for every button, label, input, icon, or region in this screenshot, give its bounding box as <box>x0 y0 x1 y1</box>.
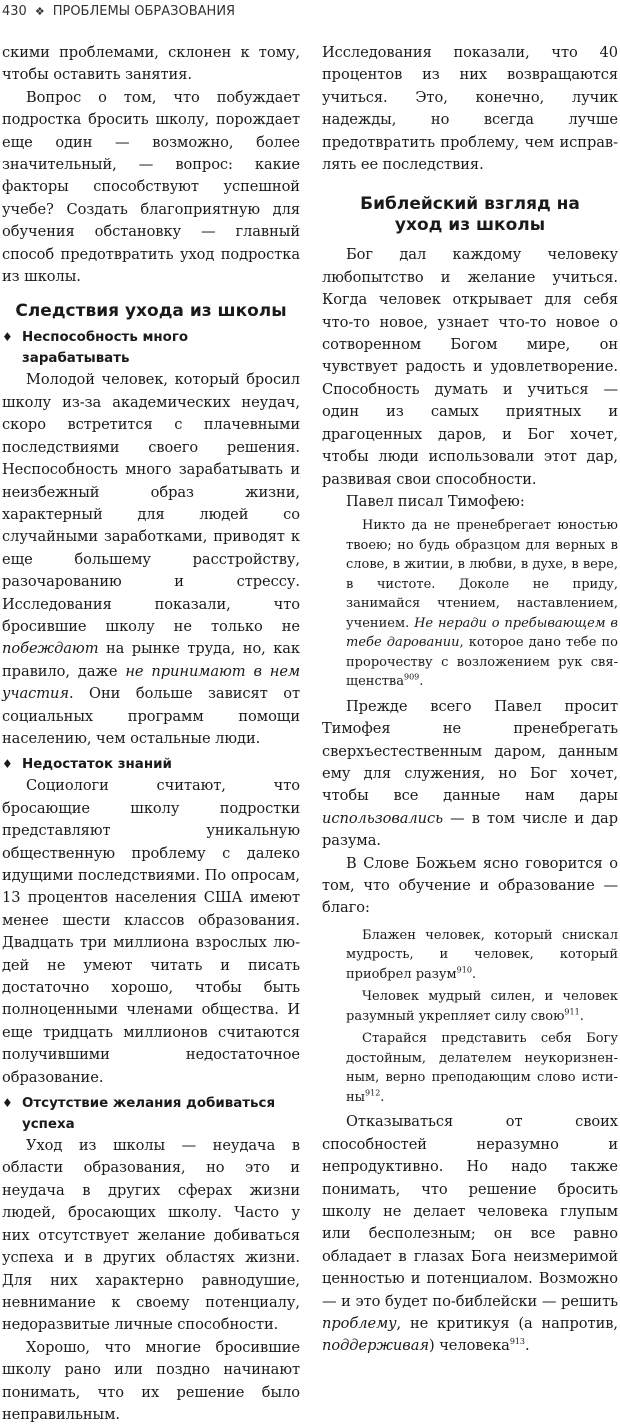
paragraph: Вопрос о том, что побуждает подростка бросить школу, порождает еще один — возможно, более значительный, — вопрос: какие факторы способствуют успешной учебе? Создать благоприятную для обучения обстановку — главный способ предотвратить уход подростка из школы. <box>2 88 300 286</box>
text-run: на рынке труда, но, как правило, даже <box>2 640 300 680</box>
section-heading: Следствия ухода из школы <box>15 301 287 322</box>
paragraph <box>2 369 300 750</box>
right-column <box>322 42 618 1358</box>
paragraph: Социологи считают, что бросающие школу подростки представляют уникальную общественную проблему с далеко идущими последствиями. По опросам, 13 процентов населения США имеют менее шести классов образования. Двадцать три миллиона взрослых людей не умеют читать и писать достаточно хорошо, чтобы быть полноценными членами общества. И еще тридцать миллионов считаются получившими недостаточное образование. <box>2 777 300 1086</box>
subsection-title: Недостаток знаний <box>22 757 172 773</box>
footnote-ref: 913 <box>509 1337 525 1347</box>
text-run: Молодой человек, который бросил школу из-за академических неудач, скоро встретится с плачевными последствиями своего решения. Неспособность много зарабатывать и неизбежный образ жизни, характерный для людей со случайными заработками, приводят к еще большему расстройству, разочарованию и стрессу. Исследования показали, что бросившие школу не только не <box>2 371 300 635</box>
text-run: . <box>524 1337 530 1355</box>
emphasis: проблему <box>322 1315 397 1333</box>
paragraph <box>322 1111 618 1357</box>
emphasis: использовались <box>322 809 444 827</box>
page-number: 430 <box>2 3 27 19</box>
emphasis: Не неради о пребывающем в тебе даровании <box>346 615 618 651</box>
scripture-quote <box>346 987 618 1026</box>
subsection-title: Отсутствие желания добиваться успеха <box>22 1096 276 1133</box>
diamond-bullet-icon: ♦ <box>2 1096 13 1111</box>
subsection-title: Неспособность много зарабатывать <box>22 330 189 367</box>
paragraph: Исследования показали, что 40 процентов из них возвращаются учиться. Это, конечно, лучик надежды, но всегда лучше предотвратить проблему, чем исправлять ее последствия. <box>322 44 618 174</box>
diamond-bullet-icon: ♦ <box>2 757 13 772</box>
scripture-quote <box>346 516 618 692</box>
subsection-heading <box>2 754 300 775</box>
footnote-ref: 909 <box>404 672 420 682</box>
section-heading: Библейский взгляд на уход из школы <box>360 194 580 236</box>
emphasis: не принимают в нем участия <box>2 662 301 703</box>
scripture-quote <box>346 1029 618 1107</box>
text-run: Прежде всего Павел просит Тимофея не пренебрегать сверхъестественным даром, данным ему для служения, но Бог хочет, чтобы все данные нам дары <box>322 697 618 805</box>
text-run: . <box>579 1008 584 1024</box>
text-run: Блажен человек, который снискал мудрость, и человек, который приобрел разум <box>346 927 618 982</box>
text-run: Никто да не пренебрегает юностью твоею; но будь образцом для верных в слове, в житии, в любви, в духе, в вере, в чистоте. Доколе не приду, занимайся чтением, наставлением, учением. <box>346 518 618 631</box>
paragraph: Хорошо, что многие бросившие школу рано или поздно начинают понимать, что их решение было неправильным. <box>2 1338 300 1423</box>
footnote-ref: 912 <box>365 1088 381 1098</box>
subsection-heading <box>2 327 300 369</box>
text-run: . <box>471 966 477 982</box>
paragraph: Бог дал каждому человеку любопытство и желание учиться. Когда человек открывает для себя что-то новое, узнает что-то новое о сотворенном Богом мире, он чувствует радость и удовлетворение. Способность думать и учиться — один из самых приятных и драгоценных даров, и Бог хочет, чтобы люди использовали этот дар, развивая свои способности. <box>322 246 618 488</box>
text-run: . <box>380 1089 385 1105</box>
paragraph <box>322 696 618 853</box>
paragraph: В Слове Божьем ясно говорится о том, что обучение и образование — благо: <box>322 854 618 917</box>
subsection-heading <box>2 1093 300 1135</box>
paragraph: скими проблемами, склонен к тому, чтобы оставить занятия. <box>2 44 300 84</box>
paragraph: Павел писал Тимофею: <box>346 492 525 510</box>
emphasis: поддерживая <box>322 1337 429 1355</box>
diamond-bullet-icon: ♦ <box>2 330 13 345</box>
running-header <box>2 1 235 21</box>
emphasis: побеждают <box>2 640 99 658</box>
text-run: Старайся представить себя Богу достойным, делателем неукоризненным, верно преподающим слово истины <box>346 1031 618 1105</box>
text-run: . <box>419 674 424 690</box>
running-title: ПРОБЛЕМЫ ОБРАЗОВАНИЯ <box>52 3 236 19</box>
text-run: — в том числе и дар разума. <box>322 809 618 850</box>
text-run: , которое дано тебе по пророчеству с возложением рук священства <box>346 635 618 690</box>
text-run: ) человека <box>428 1337 510 1355</box>
diamond-ornament-icon: ❖ <box>34 4 45 18</box>
left-column <box>2 42 300 1426</box>
text-run: Отказываться от своих способностей неразумно и непродуктивно. Но надо также понимать, что решение бросить школу не делает человека глупым или бесполезным; он все равно обладает в глазах Бога неизмеримой ценностью и потенциалом. Возможно — и это будет по-библейски — решить <box>322 1113 618 1310</box>
scripture-quote <box>346 926 618 985</box>
footnote-ref: 911 <box>564 1007 580 1017</box>
paragraph: Уход из школы — неудача в области образования, но это и неудача в других сферах жизни людей, бросающих школу. Часто у них отсутствует желание добиваться успеха и в других областях жизни. Для них характерно равнодушие, невнимание к своему потенциалу, недоразвитые личные способности. <box>2 1137 300 1334</box>
text-run: , не критикуя (а напротив, <box>396 1315 618 1333</box>
text-run: . Они больше зависят от социальных программ помощи населению, чем остальные люди. <box>2 685 300 747</box>
footnote-ref: 910 <box>456 965 472 975</box>
text-run: Человек мудрый силен, и человек разумный укрепляет силу свою <box>346 989 618 1024</box>
